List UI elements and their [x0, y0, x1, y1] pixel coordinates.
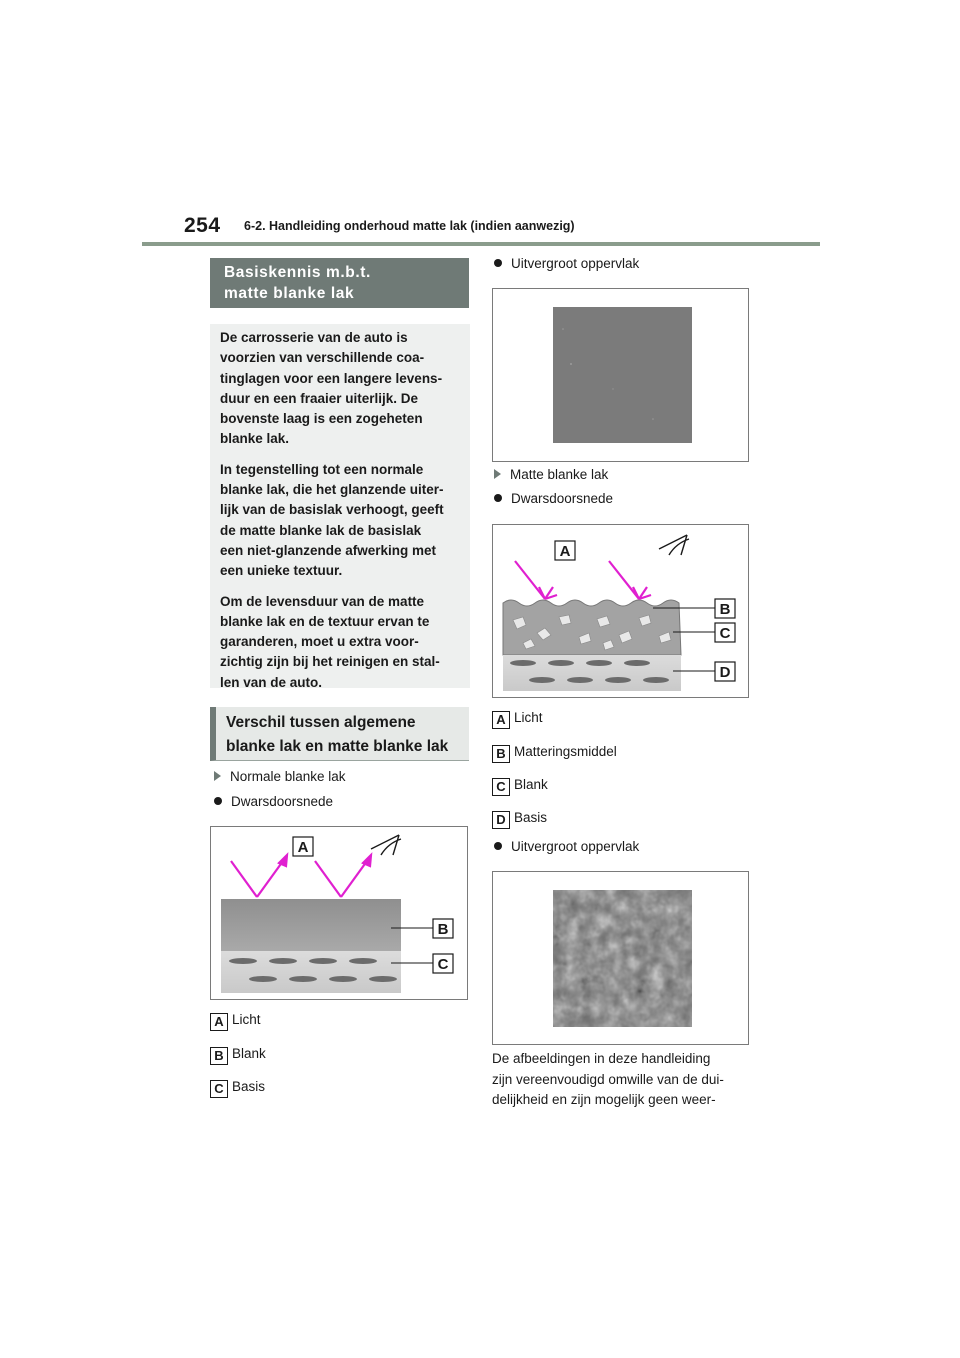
smooth-surface-figure: [492, 288, 749, 462]
section-title: 6-2. Handleiding onderhoud matte lak (indien aanwezig): [244, 219, 575, 233]
matte-clear-coat-diagram: [493, 525, 748, 697]
legend-b-left: B Blank: [210, 1046, 266, 1065]
figure-label-c-text: C: [719, 625, 731, 642]
intro-paragraph-1: De carrosserie van de auto is voorzien van verschillende coa- tinglagen voor een langere levens- duur en een fraaier uiterlijk. De bovenste laag is een zogeheten blanke lak.: [220, 330, 443, 447]
legend-a-right: A Licht: [492, 710, 543, 729]
bullet-dot-icon: [494, 842, 502, 850]
basics-heading: [210, 258, 469, 308]
cross-section-item-left: Dwarsdoorsnede: [214, 794, 333, 809]
triangle-bullet-icon: [214, 771, 221, 781]
legend-badge: C: [210, 1080, 228, 1098]
legend-badge: B: [492, 745, 510, 763]
textured-surface-figure: [492, 871, 749, 1045]
difference-heading-line-2: blanke lak en matte blanke lak: [226, 738, 449, 755]
legend-a-left: A Licht: [210, 1012, 261, 1031]
cross-section-item-right: Dwarsdoorsnede: [494, 491, 613, 506]
matte-clear-coat-figure: [492, 524, 749, 698]
eye-icon: [659, 535, 689, 555]
figure-label-a-text: A: [559, 543, 571, 560]
matte-base-coat-layer: [503, 655, 681, 691]
textured-surface-image: [493, 872, 748, 1044]
figure-label-d-text: D: [719, 664, 731, 681]
intro-paragraph-3: Om de levensduur van de matte blanke lak en de textuur ervan te garanderen, moet u extra voor- zichtig zijn bij het reinigen en stal- len van de auto.: [220, 593, 440, 690]
light-reflection-arrows: [231, 855, 371, 897]
basics-heading-line-2: matte blanke lak: [224, 285, 355, 302]
magnified-surface-item-2: Uitvergroot oppervlak: [494, 839, 639, 854]
bullet-dot-icon: [494, 494, 502, 502]
legend-c-left: C Basis: [210, 1079, 265, 1098]
legend-badge: A: [492, 711, 510, 729]
normal-clear-coat-figure: [210, 826, 468, 1000]
figure-label-a-text: A: [297, 839, 309, 856]
legend-b-right: B Matteringsmiddel: [492, 744, 617, 763]
bullet-dot-icon: [494, 259, 502, 267]
triangle-bullet-icon: [494, 469, 501, 479]
page-number: 254: [184, 214, 221, 237]
legend-d-right: D Basis: [492, 810, 547, 829]
normal-clear-coat-diagram: [211, 827, 467, 999]
legend-badge: D: [492, 811, 510, 829]
matte-clear-coat-item: Matte blanke lak: [494, 467, 608, 482]
normal-clear-coat-item: Normale blanke lak: [214, 769, 346, 784]
figure-label-b-text: B: [719, 601, 731, 618]
legend-badge: A: [210, 1013, 228, 1031]
scattered-light-arrows: [515, 561, 651, 599]
intro-panel: [210, 324, 470, 688]
legend-c-right: C Blank: [492, 777, 548, 796]
basics-heading-line-1: Basiskennis m.b.t.: [224, 264, 371, 281]
legend-badge: B: [210, 1047, 228, 1065]
figure-label-b-text: B: [437, 921, 449, 938]
eye-icon: [371, 835, 401, 855]
smooth-surface-image: [493, 289, 748, 461]
legend-badge: C: [492, 778, 510, 796]
difference-heading-line-1: Verschil tussen algemene: [226, 714, 416, 731]
magnified-surface-item-1: Uitvergroot oppervlak: [494, 256, 639, 271]
difference-heading: [210, 707, 469, 761]
base-coat-layer: [221, 951, 401, 993]
header-rule: [142, 242, 820, 246]
clear-coat-layer: [221, 899, 401, 951]
intro-paragraph-2: In tegenstelling tot een normale blanke lak, die het glanzende uiter- lijk van de basislak verhoogt, geeft de matte blanke lak de basislak een niet-glanzende afwerking met een unieke textuur.: [220, 461, 444, 579]
simplification-note: De afbeeldingen in deze handleiding zijn vereenvoudigd omwille van de dui- delijkheid en zijn mogelijk geen weer-: [492, 1051, 724, 1107]
figure-label-c-text: C: [437, 956, 449, 973]
bullet-dot-icon: [214, 797, 222, 805]
